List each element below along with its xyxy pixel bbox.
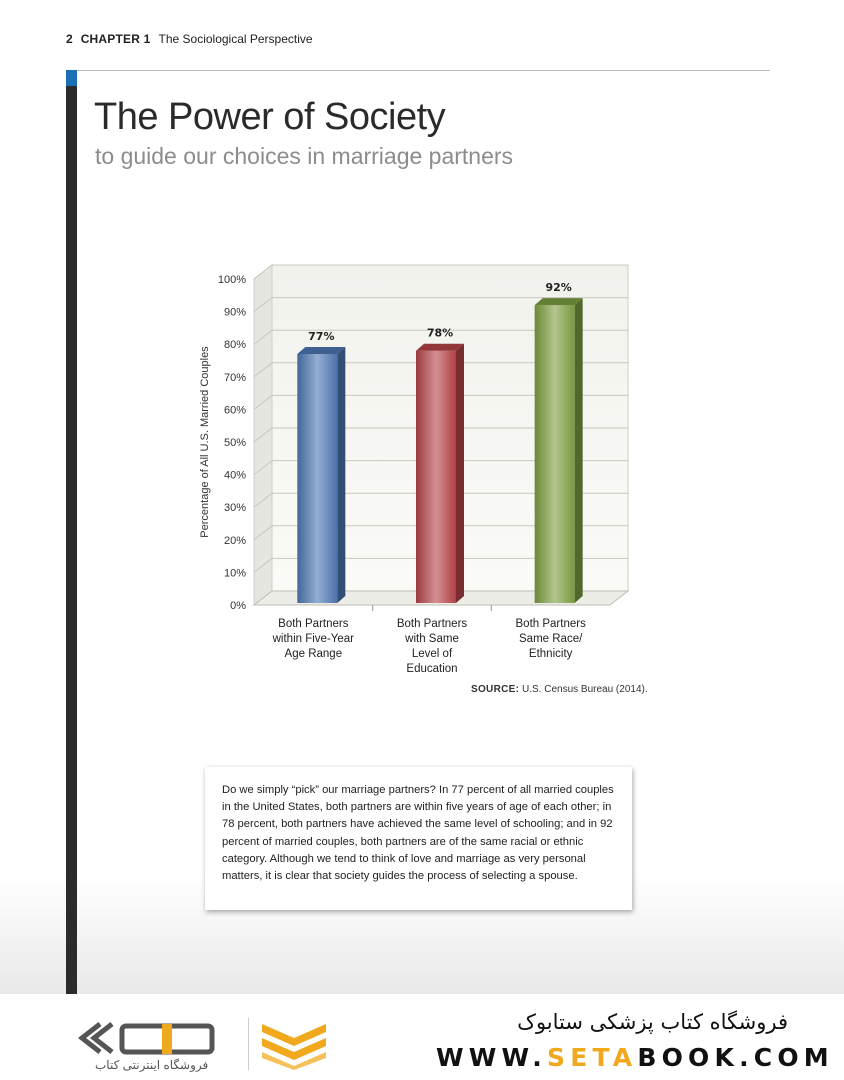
y-tick-label: 80% [223,339,246,352]
bar [535,305,575,603]
y-tick-label: 100% [217,274,246,286]
bar-top [416,344,464,351]
bar [416,351,456,603]
page-subtitle: to guide our choices in marriage partners [95,143,514,169]
bar-side [337,347,345,603]
x-tick-label: Level of [411,648,453,660]
x-tick-label: Same Race/ [519,633,583,645]
x-tick-label: Age Range [284,648,343,660]
x-tick-label: within Five-Year [272,633,355,645]
url-highlight: SETA [547,1043,638,1072]
y-tick-label: 40% [223,469,246,482]
x-tick-label: Both Partners [515,618,586,630]
bar-chart [190,255,650,705]
page-number: 2 [66,32,73,46]
y-tick-label: 50% [223,437,246,449]
sidebar-accent [66,70,77,86]
data-label: 78% [426,326,454,340]
x-tick-label: Ethnicity [528,648,573,660]
data-label: 77% [308,329,335,343]
caption-box [205,767,632,910]
y-tick-label: 90% [223,306,246,319]
bar-top [297,347,345,354]
page-title: The Power of Society [94,96,446,138]
sidebar-bar [66,70,77,994]
logo-text: فروشگاه اینترنتی کتاب [95,1058,209,1072]
y-axis-label: Percentage of All U.S. Married Couples [199,346,211,538]
bar-side [575,298,583,603]
url-prefix: WWW. [436,1043,547,1072]
setabook-logo-icon [70,1018,235,1060]
x-tick-label: Both Partners [396,618,468,630]
x-tick-label: Education [406,663,458,675]
chart-source [471,684,648,695]
y-tick-label: 70% [223,371,246,384]
bar-top [535,298,583,305]
store-url[interactable] [436,1043,834,1072]
y-tick-label: 10% [223,567,246,580]
source-label: SOURCE: [471,684,520,695]
chapter-title: The Sociological Perspective [158,32,313,46]
x-tick-label: with Same [405,633,459,645]
store-name: فروشگاه کتاب پزشکی ستابوک [517,1010,788,1034]
y-tick-label: 30% [223,502,246,515]
chapter-label: CHAPTER 1 [80,32,151,46]
y-tick-label: 0% [230,600,246,612]
book-stack-icon [258,1018,330,1070]
y-tick-label: 60% [223,404,246,417]
data-label: 92% [545,281,572,295]
running-header [66,32,313,46]
y-tick-label: 20% [223,534,246,547]
header-rule [66,70,770,71]
url-suffix: BOOK.COM [637,1043,834,1072]
source-text: U.S. Census Bureau (2014). [522,684,648,695]
caption-text: Do we simply “pick” our marriage partners? In 77 percent of all married couples in the United States, both partners are within five years of age of each other; in 78 percent, both partners have achieved the same level of schooling; and in 92 percent of married couples, both partners are of the same racial or ethnic category. Although we tend to think of love and marriage as very personal matters, it is clear that society guides the process of selecting a spouse. [222,784,614,883]
x-tick-label: Both Partners [278,618,349,630]
logo-divider [248,1018,249,1070]
bar-side [456,344,464,603]
bar [297,354,337,603]
